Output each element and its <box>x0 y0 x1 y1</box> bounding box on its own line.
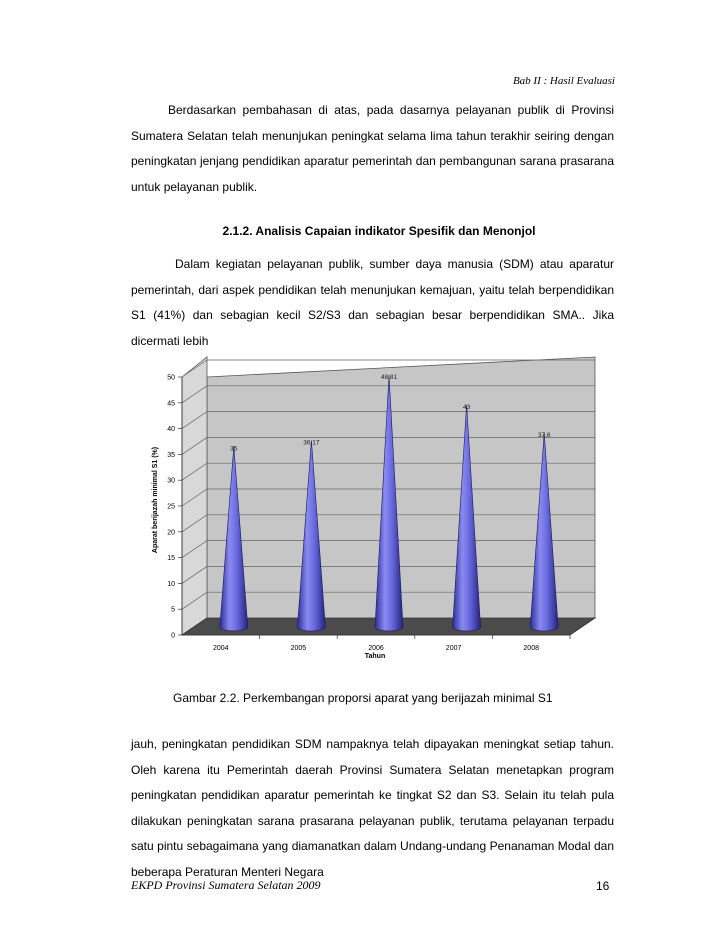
x-axis-title: Tahun <box>364 653 386 660</box>
data-label-2007: 43 <box>462 404 471 412</box>
y-tick-label: 0 <box>171 632 175 640</box>
y-ticks <box>167 375 182 640</box>
bar-chart <box>140 350 610 680</box>
footer-title: EKPD Provinsi Sumatera Selatan 2009 <box>131 878 321 892</box>
data-label-2004: 35 <box>230 445 238 453</box>
paragraph-continuation: jauh, peningkatan pendidikan SDM nampaknya telah dipayakan meningkat setiap tahun. Oleh karena itu Pemerintah daerah Provinsi Sumatera Selatan menetapkan program peningkatan pendidikan aparatur pemerintah ke tingkat S2 dan S3. Selain itu telah pula dilakukan peningkatan sarana prasarana pelayanan publik, terutama pelayanan terpadu satu pintu sebagaimana yang diamanatkan dalam Undang-undang Penanaman Modal dan beberapa Peraturan Menteri Negara <box>131 737 614 879</box>
paragraph-intro: Berdasarkan pembahasan di atas, pada dasarnya pelayanan publik di Provinsi Sumatera Selatan telah menunjukan peningkat selama lima tahun terakhir seiring dengan peningkatan jenjang pendidikan aparatur pemerintah dan pembangunan sarana prasarana untuk pelayanan publik. <box>131 103 614 194</box>
paragraph-sdm: Dalam kegiatan pelayanan publik, sumber daya manusia (SDM) atau aparatur pemerintah, dari aspek pendidikan telah menunjukan kemajuan, yaitu telah berpendidikan S1 (41%) dan sebagian kecil S2/S3 dan sebagian besar berpendidikan SMA.. Jika dicermati lebih <box>131 257 614 348</box>
figure-caption: Gambar 2.2. Perkembangan proporsi aparat yang berijazah minimal S1 <box>173 691 553 705</box>
chart-side-wall <box>182 357 207 635</box>
y-tick-label: 15 <box>167 555 175 563</box>
y-tick-label: 30 <box>167 477 175 485</box>
y-tick-label: 20 <box>167 529 175 537</box>
y-tick-label: 45 <box>167 400 175 408</box>
x-tick-label-2008: 2008 <box>523 645 539 652</box>
x-tick-label-2005: 2005 <box>290 645 307 652</box>
page-number: 16 <box>596 879 610 893</box>
y-tick-label: 25 <box>167 503 175 511</box>
page-header: Bab II : Hasil Evaluasi <box>512 75 615 87</box>
x-tick-label-2004: 2004 <box>213 645 229 652</box>
x-tick-label-2006: 2006 <box>368 645 384 652</box>
y-tick-label: 10 <box>167 580 175 588</box>
y-tick-label: 40 <box>167 426 175 434</box>
y-axis-title: Aparat berijazah minimal S1 (%) <box>152 446 159 554</box>
y-tick-label: 5 <box>171 606 175 614</box>
y-tick-label: 50 <box>167 374 175 382</box>
x-tick-label-2007: 2007 <box>445 645 462 652</box>
y-tick-label: 35 <box>167 451 175 459</box>
data-label-2006: 48,81 <box>380 374 398 382</box>
data-label-2008: 37,6 <box>537 431 551 439</box>
section-heading: 2.1.2. Analisis Capaian indikator Spesifik dan Menonjol <box>222 224 536 238</box>
data-label-2005: 36,17 <box>303 439 320 447</box>
x-ticks <box>213 635 570 652</box>
